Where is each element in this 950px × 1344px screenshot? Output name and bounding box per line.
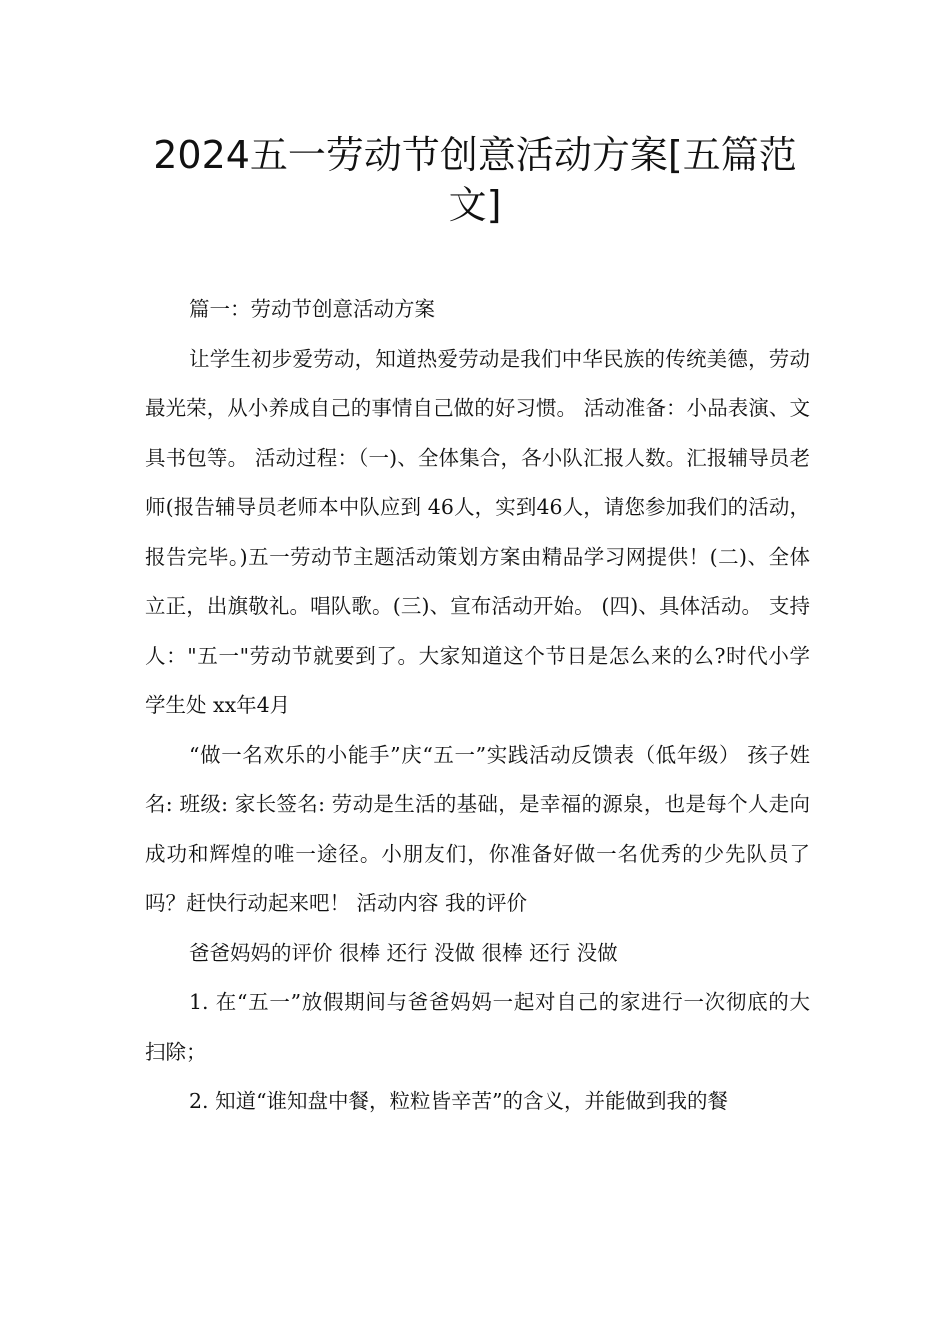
paragraph-2: “做一名欢乐的小能手”庆“五一”实践活动反馈表（低年级） 孩子姓名: 班级: 家长签名: 劳动是生活的基础，是幸福的源泉，也是每个人走向成功和辉煌的唯一途径。小朋友们，你准备好做一名优秀的少先队员了吗？赶快行动起来吧！ 活动内容 我的评价 [145, 742, 810, 915]
paragraph-5: 2. 知道“谁知盘中餐，粒粒皆辛苦”的含义，并能做到我的餐 [189, 1089, 729, 1113]
section-heading: 篇一：劳动节创意活动方案 [189, 297, 435, 321]
paragraph-3: 爸爸妈妈的评价 很棒 还行 没做 很棒 还行 没做 [189, 940, 618, 965]
paragraph-1: 让学生初步爱劳动，知道热爱劳动是我们中华民族的传统美德，劳动最光荣，从小养成自己的事情自己做的好习惯。 活动准备：小品表演、文具书包等。 活动过程：（一)、全体集合，各小队汇报人数。汇报辅导员老师(报告辅导员老师本中队应到 46人，实到46人，请您参加我们的活动，报告完毕。)五一劳动节主题活动策划方案由精品学习网提供！(二)、全体立正，出旗敬礼。唱队歌。(三)、宣布活动开始。 (四)、具体活动。 支持人："五一"劳动节就要到了。大家知道这个节日是怎么来的么?时代小学学生处 xx年4月 [145, 346, 810, 717]
paragraph-4: 1. 在“五一”放假期间与爸爸妈妈一起对自己的家进行一次彻底的大扫除； [145, 990, 810, 1064]
document-body [145, 285, 810, 1127]
document-title: 2024五一劳动节创意活动方案[五篇范文] [153, 133, 797, 227]
